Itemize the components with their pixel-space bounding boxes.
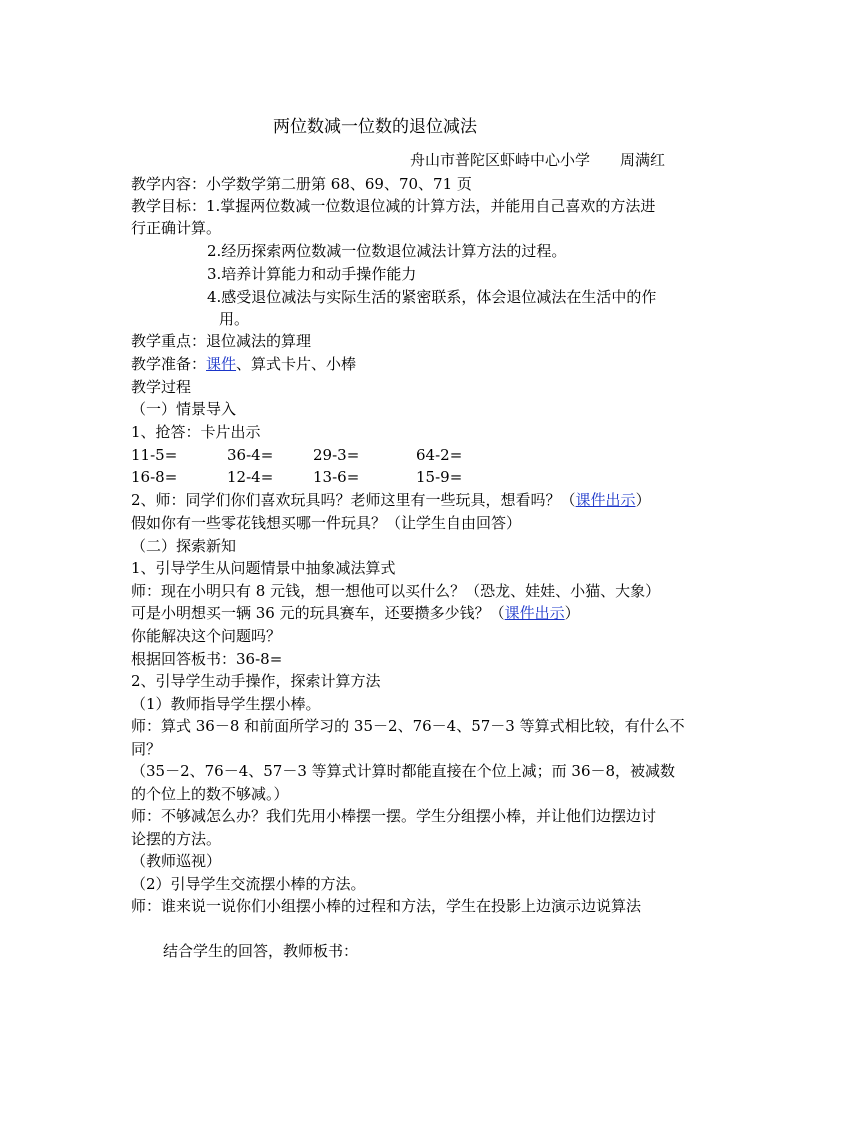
courseware-link[interactable]: 课件 [206,355,237,373]
document-title: 两位数减一位数的退位减法 [273,117,477,137]
section-2-heading: （二）探索新知 [131,537,237,555]
teacher-patrol: （教师巡视） [131,852,222,870]
courseware-show-link-2[interactable]: 课件出示 [504,604,565,622]
explain-line-cont: 的个位上的数不够减。） [131,785,289,803]
sub-item-1: （1）教师指导学生摆小棒。 [131,695,321,713]
section-1-heading: （一）情景导入 [131,400,237,418]
hands-on-item: 2、引导学生动手操作，探索计算方法 [131,672,381,690]
card-expression: 29-3= [313,446,360,464]
toy-question [131,489,651,511]
card-expression: 64-2= [416,446,463,464]
sticks-line: 师：不够减怎么办？我们先用小棒摆一摆。学生分组摆小棒，并让他们边摆边讨 [131,807,657,825]
board-writing: 根据回答板书：36-8= [131,650,283,668]
prep-suffix: 、算式卡片、小棒 [236,355,357,373]
teaching-content: 教学内容：小学数学第二册第 68、69、70、71 页 [131,175,472,193]
solve-question: 你能解决这个问题吗？ [131,627,282,645]
prep-prefix: 教学准备： [131,355,207,373]
teacher-line-2 [131,602,580,624]
teaching-process-heading: 教学过程 [131,378,192,396]
toy-question-cont: 假如你有一些零花钱想买哪一件玩具？（让学生自由回答） [131,514,522,532]
teacher-line-1: 师：现在小明只有 8 元钱，想一想他可以买什么？（恐龙、娃娃、小猫、大象） [131,582,661,600]
courseware-show-link[interactable]: 课件出示 [575,491,636,509]
compare-line: 师：算式 36－8 和前面所学习的 35－2、76－4、57－3 等算式相比较，有什么不 [131,717,685,735]
sticks-line-cont: 论摆的方法。 [131,830,222,848]
board-summary: 结合学生的回答，教师板书： [163,942,359,960]
teaching-goal-4: 4.感受退位减法与实际生活的紧密联系，体会退位减法在生活中的作 [207,288,657,306]
toy-question-text: 2、师：同学们你们喜欢玩具吗？老师这里有一些玩具，想看吗？（ [131,491,576,509]
toy-question-close: ） [635,491,651,509]
teaching-goal-1: 教学目标：1.掌握两位数减一位数退位减的计算方法，并能用自己喜欢的方法进 [131,197,656,215]
teaching-goal-1-cont: 行正确计算。 [131,219,222,237]
teaching-goal-3: 3.培养计算能力和动手操作能力 [207,265,417,283]
teacher-line-2-close: ） [564,604,580,622]
card-expression: 16-8= [131,468,178,486]
teaching-prep [131,353,356,375]
compare-line-cont: 同？ [131,740,162,758]
sub-item-2: （2）引导学生交流摆小棒的方法。 [131,875,366,893]
author-line: 舟山市普陀区虾峙中心小学 周满红 [410,151,666,169]
teaching-goal-4-cont: 用。 [219,310,250,328]
card-expression: 11-5= [131,446,178,464]
card-expression: 12-4= [227,468,274,486]
explain-line: （35－2、76－4、57－3 等算式计算时都能直接在个位上减；而 36－8，被减数 [131,762,676,780]
guide-abstract-item: 1、引导学生从问题情景中抽象减法算式 [131,559,396,577]
teacher-line-3: 师：谁来说一说你们小组摆小棒的过程和方法，学生在投影上边演示边说算法 [131,897,642,915]
card-expression: 36-4= [227,446,274,464]
key-point: 教学重点：退位减法的算理 [131,332,312,350]
teaching-goal-2: 2.经历探索两位数减一位数退位减法计算方法的过程。 [207,242,567,260]
teacher-line-2-text: 可是小明想买一辆 36 元的玩具赛车，还要攒多少钱？（ [131,604,505,622]
card-expression: 15-9= [416,468,463,486]
quick-answer-item: 1、抢答：卡片出示 [131,423,261,441]
card-expression: 13-6= [313,468,360,486]
